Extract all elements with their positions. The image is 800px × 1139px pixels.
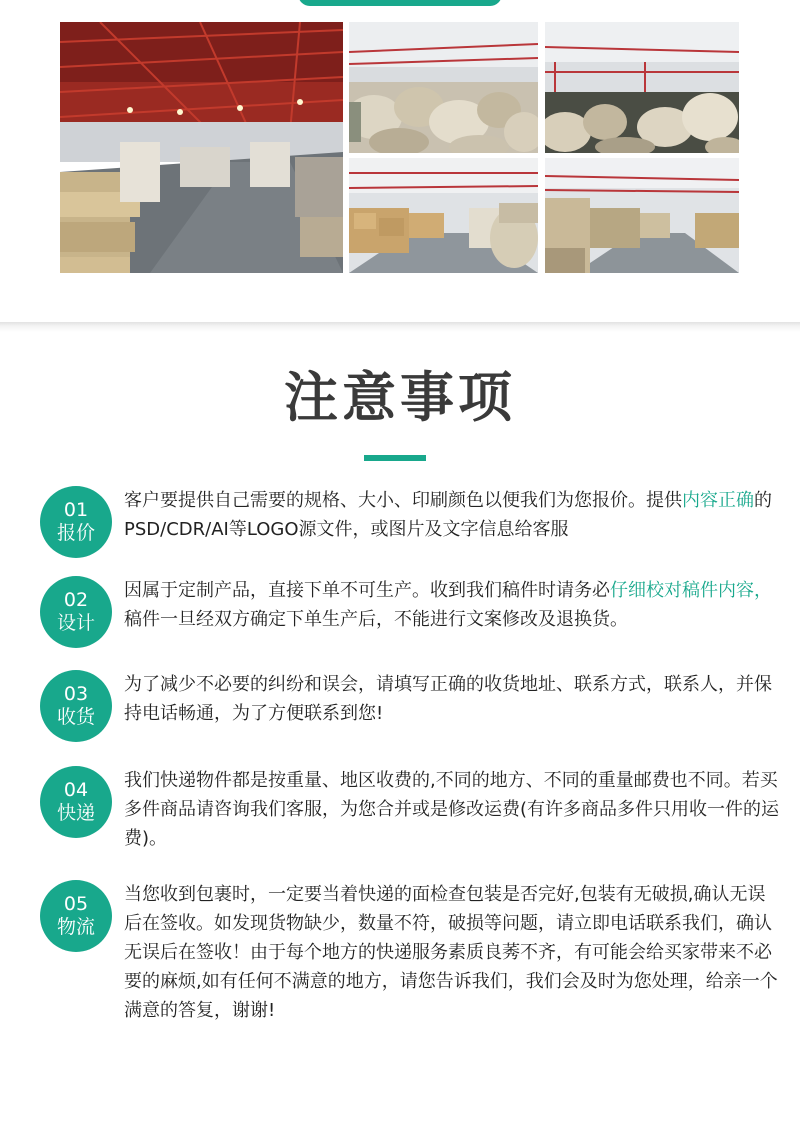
note-text-segment: 我们快递物件都是按重量、地区收费的,不同的地方、不同的重量邮费也不同。若买多件商品请咨询我们客服，为您合并或是修改运费(有许多商品多件只用收一件的运费)。 xyxy=(124,770,780,849)
note-label: 收货 xyxy=(56,706,95,728)
top-tab-decoration xyxy=(298,0,502,6)
note-text-highlight: 仔细校对稿件内容， xyxy=(610,580,772,601)
title-underline xyxy=(364,455,426,461)
note-text-segment: 稿件一旦经双方确定下单生产后，不能进行文案修改及退换货。 xyxy=(124,609,628,630)
note-badge xyxy=(40,880,112,952)
note-number: 03 xyxy=(63,683,89,705)
note-badge xyxy=(40,486,112,558)
note-text-segment: 当您收到包裹时，一定要当着快递的面检查包装是否完好,包装有无破损,确认无误后在签收。如发现货物缺少，数量不符，破损等问题，请立即电话联系我们，确认无误后在签收！由于每个地方的快递服务素质良莠不齐，有可能会给买家带来不必要的麻烦,如有任何不满意的地方，请您告诉我们，我们会及时为您处理，给亲一个满意的答复，谢谢! xyxy=(124,884,778,1021)
note-number: 02 xyxy=(63,589,89,611)
note-text xyxy=(124,486,780,544)
note-number: 01 xyxy=(63,499,89,521)
note-text xyxy=(124,576,780,634)
note-number: 04 xyxy=(63,779,89,801)
note-text-segment: 客户要提供自己需要的规格、大小、印刷颜色以便我们为您报价。提供 xyxy=(124,490,682,511)
note-label: 设计 xyxy=(56,612,95,634)
note-badge xyxy=(40,766,112,838)
note-label: 报价 xyxy=(56,522,95,544)
warehouse-photo-2 xyxy=(349,22,538,153)
note-label: 快递 xyxy=(56,802,95,824)
note-number: 05 xyxy=(63,893,89,915)
note-label: 物流 xyxy=(56,916,95,938)
note-text xyxy=(124,670,780,728)
note-badge xyxy=(40,670,112,742)
warehouse-photo-3 xyxy=(545,22,739,153)
warehouse-photo-4 xyxy=(349,158,538,273)
section-title: 注意事项 xyxy=(284,366,516,429)
note-text-segment: 为了减少不必要的纠纷和误会，请填写正确的收货地址、联系方式，联系人，并保持电话畅通，为了方便联系到您! xyxy=(124,674,772,724)
note-text-highlight: 内容正确 xyxy=(682,490,754,511)
section-divider xyxy=(0,322,800,332)
note-text-segment: 因属于定制产品，直接下单不可生产。收到我们稿件时请务必 xyxy=(124,580,610,601)
note-text xyxy=(124,880,780,1025)
note-badge xyxy=(40,576,112,648)
note-text-segment: 的PSD/CDR/AI等LOGO源文件，或图片及文字信息给客服 xyxy=(124,490,772,540)
note-text xyxy=(124,766,780,853)
warehouse-photo-1 xyxy=(60,22,343,273)
warehouse-photo-section xyxy=(0,0,800,322)
warehouse-photo-5 xyxy=(545,158,739,273)
